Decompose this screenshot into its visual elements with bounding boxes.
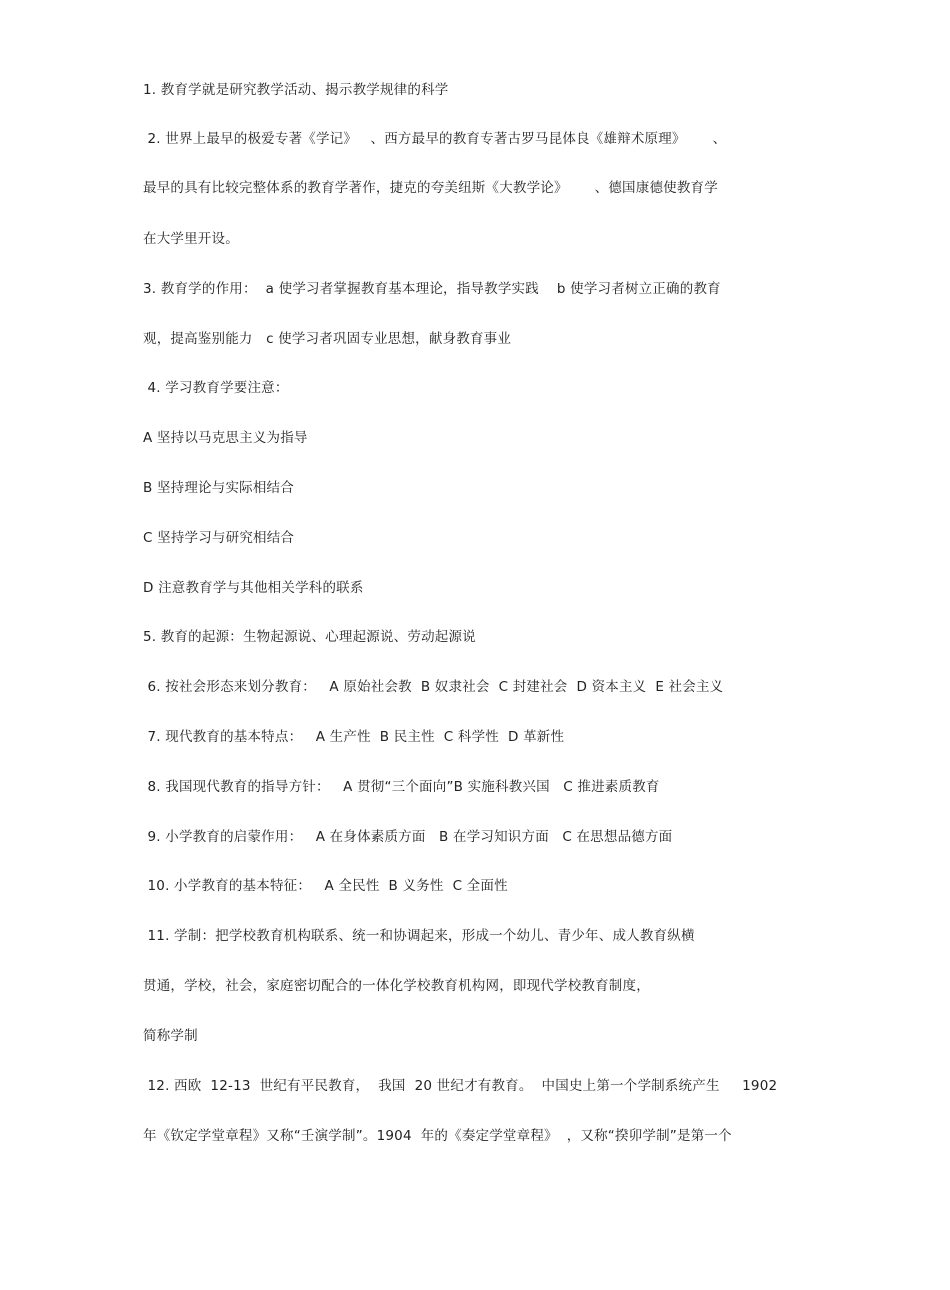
text-line: 8. 我国现代教育的指导方针： A 贯彻“三个面向”B 实施科教兴国 C 推进素质教育 — [143, 779, 660, 795]
text-line: 观，提高鉴别能力 c 使学习者巩固专业思想，献身教育事业 — [143, 331, 512, 347]
text-line: 简称学制 — [143, 1028, 198, 1044]
text-line: 1. 教育学就是研究教学活动、揭示教学规律的科学 — [143, 82, 449, 98]
text-line: 5. 教育的起源：生物起源说、心理起源说、劳动起源说 — [143, 629, 476, 645]
text-line: 12. 西欧 12-13 世纪有平民教育， 我国 20 世纪才有教育。 中国史上第一个学制系统产生 1902 — [143, 1078, 778, 1094]
text-line: 4. 学习教育学要注意： — [143, 380, 289, 396]
text-line: 7. 现代教育的基本特点： A 生产性 B 民主性 C 科学性 D 革新性 — [143, 729, 565, 745]
text-line: A 坚持以马克思主义为指导 — [143, 430, 308, 446]
text-line: 年《钦定学堂章程》又称“壬演学制”。1904 年的《奏定学堂章程》 ，又称“揆卯学制”是第一个 — [143, 1128, 732, 1144]
text-line: 3. 教育学的作用： a 使学习者掌握教育基本理论，指导教学实践 b 使学习者树立正确的教育 — [143, 281, 721, 297]
text-line: 11. 学制：把学校教育机构联系、统一和协调起来，形成一个幼儿、青少年、成人教育纵横 — [143, 928, 695, 944]
text-line: 在大学里开设。 — [143, 231, 239, 247]
text-line: B 坚持理论与实际相结合 — [143, 480, 294, 496]
text-line: D 注意教育学与其他相关学科的联系 — [143, 580, 364, 596]
text-line: 贯通，学校，社会，家庭密切配合的一体化学校教育机构网，即现代学校教育制度， — [143, 978, 650, 994]
text-line: C 坚持学习与研究相结合 — [143, 530, 295, 546]
text-line: 9. 小学教育的启蒙作用： A 在身体素质方面 B 在学习知识方面 C 在思想品德方面 — [143, 829, 673, 845]
text-line: 10. 小学教育的基本特征： A 全民性 B 义务性 C 全面性 — [143, 878, 508, 894]
text-line: 最早的具有比较完整体系的教育学著作，捷克的夸美纽斯《大教学论》 、德国康德使教育学 — [143, 180, 718, 196]
text-line: 2. 世界上最早的极爱专著《学记》 、西方最早的教育专著古罗马昆体良《雄辩术原理》 、 — [143, 131, 727, 147]
text-line: 6. 按社会形态来划分教育： A 原始社会教 B 奴隶社会 C 封建社会 D 资本主义 E 社会主义 — [143, 679, 724, 695]
